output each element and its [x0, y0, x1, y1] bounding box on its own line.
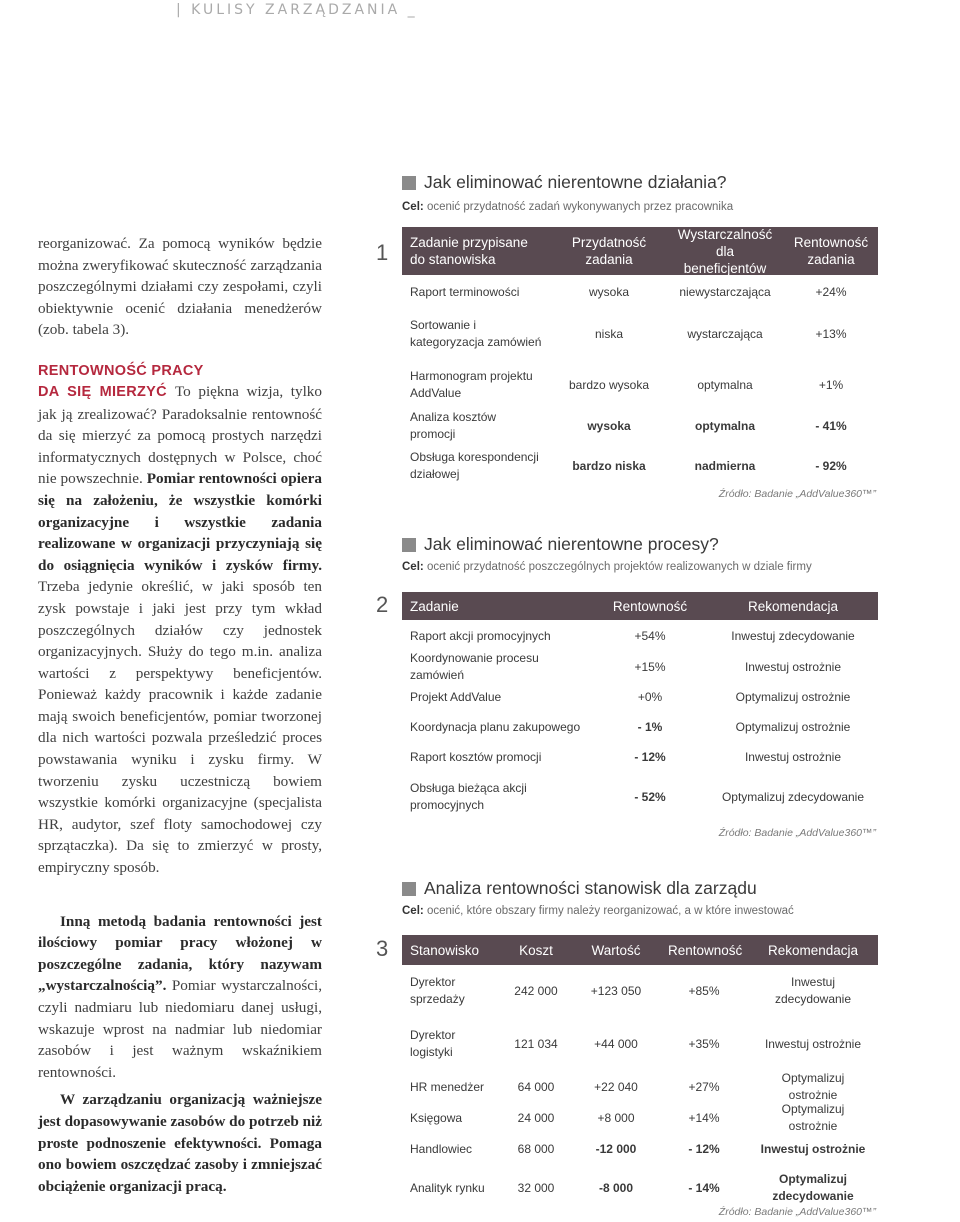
article-bold-statement: W zarządzaniu organizacją ważniejsze jest dopasowywanie zasobów do potrzeb niż proste podnoszenie efektywności. Pomaga ono bowiem oszczędzać zasoby i zmniejszać obciążenie organizacji pracą.: [38, 1091, 322, 1195]
table-cell: +22 040: [594, 1079, 638, 1094]
table-header-cell: Wystarczalność dla beneficjentów: [677, 226, 773, 276]
table-cell: Obsługa bieżąca akcji promocyjnych: [410, 781, 527, 812]
section-heading-line2: DA SIĘ MIERZYĆ: [38, 383, 167, 400]
table-cell: bardzo wysoka: [568, 377, 650, 392]
table-cell: Raport akcji promocyjnych: [410, 628, 551, 643]
square-bullet-icon: [402, 538, 416, 552]
table-cell: - 14%: [688, 1180, 720, 1195]
article-paragraph: To piękna wizja, tylko jak ją zrealizować? Paradoksalnie rentowność da się mierzyć za pomocą prostych narzędzi informatycznych dostępnych w Polsce, choć nie powszechnie.: [38, 382, 322, 488]
table-cell: wysoka: [587, 418, 631, 433]
table-cell: optymalna: [697, 377, 753, 392]
goal-label: Cel:: [402, 905, 424, 917]
table-cell: +0%: [637, 689, 663, 704]
square-bullet-icon: [402, 176, 416, 190]
table-cell: Dyrektor logistyki: [410, 1028, 456, 1059]
table-cell: Optymalizuj zdecydowanie: [721, 789, 865, 804]
table-row: [402, 441, 878, 491]
table-cell: 242 000: [514, 983, 558, 998]
table2-source: Źródło: Badanie „AddValue360™”: [718, 827, 876, 839]
table1-title-text: Jak eliminować nierentowne działania?: [424, 172, 727, 192]
table-cell: +85%: [688, 983, 720, 998]
table-cell: Inwestuj ostrożnie: [760, 1141, 866, 1156]
table-header-cell: Zadanie przypisane do stanowiska: [410, 235, 528, 267]
table-cell: Harmonogram projektu AddValue: [410, 369, 533, 400]
table-cell: Dyrektor sprzedaży: [410, 975, 465, 1006]
table-row: [402, 652, 878, 682]
table-row: [402, 712, 878, 742]
table-cell: +8 000: [597, 1110, 635, 1125]
table-cell: Analiza kosztów promocji: [410, 410, 497, 441]
table-header-cell: Wartość: [591, 942, 641, 958]
table-cell: +44 000: [594, 1036, 638, 1051]
table-cell: Obsługa korespondencji działowej: [410, 450, 539, 481]
table-cell: Optymalizuj ostrożnie: [781, 1102, 845, 1133]
article-paragraph: Trzeba jedynie określić, w jaki sposób ten zysk powstaje i jaki jest przy tym wkład poszczególnych działów czy jednostek organizacyjnych. Służy do tego m.in. analiza wartości z perspektywy beneficjentów. Ponieważ każdy pracownik i każde zadanie mają swoich beneficjentów, pomiar tworzonej dla nich wartości pozwala prześledzić proces powstawania wyniku i zysku firmy. W tworzeniu zysku uczestniczą bowiem wszystkie komórki organizacyjne (specjalista HR, audytor, szef floty samochodowej czy sprzątaczka). Da się to zmierzyć w prosty, empiryczny sposób.: [38, 578, 322, 877]
table-cell: - 1%: [637, 719, 663, 734]
table-row: [402, 1103, 878, 1133]
table-cell: nadmierna: [694, 458, 756, 473]
table-cell: Koordynowanie procesu zamówień: [410, 651, 539, 682]
table-cell: Inwestuj ostrożnie: [744, 749, 842, 764]
table-cell: 32 000: [517, 1180, 555, 1195]
table-cell: - 52%: [634, 789, 666, 804]
table-row: [402, 309, 878, 359]
table-cell: +15%: [634, 659, 666, 674]
goal-text: ocenić przydatność poszczególnych projektów realizowanych w dziale firmy: [426, 561, 812, 573]
table-cell: +24%: [815, 284, 847, 299]
goal-text: ocenić przydatność zadań wykonywanych przez pracownika: [426, 201, 734, 213]
table2: [402, 592, 878, 822]
table-cell: bardzo niska: [572, 458, 646, 473]
table-cell: Optymalizuj ostrożnie: [735, 689, 851, 704]
goal-label: Cel:: [402, 561, 424, 573]
table-cell: -8 000: [598, 1180, 634, 1195]
table-cell: -12 000: [595, 1141, 637, 1156]
table-cell: Inwestuj ostrożnie: [744, 659, 842, 674]
table-cell: Inwestuj zdecydowanie: [731, 628, 855, 643]
table-cell: 64 000: [517, 1079, 555, 1094]
table-header-cell: Rentowność zadania: [793, 235, 869, 267]
table-cell: +1%: [818, 377, 844, 392]
goal-label: Cel:: [402, 201, 424, 213]
table-cell: Raport kosztów promocji: [410, 749, 542, 764]
article-bold-statement: Inną metodą badania rentowności jest ilościowy pomiar pracy włożonej w poszczególne zadania, który nazywam „wystarczalnością”.: [38, 912, 322, 995]
table-header-row: [402, 592, 878, 620]
table-cell: - 12%: [634, 749, 666, 764]
table-cell: 121 034: [514, 1036, 558, 1051]
table-header-cell: Rentowność: [668, 942, 743, 958]
table3: [402, 935, 878, 1211]
table-row: [402, 965, 878, 1017]
article-bold-statement: Pomiar rentowności opiera się na założeniu, że wszystkie komórki organizacyjne i wszystkie zadania realizowane w organizacji przyczyniają się do osiągnięcia wyników i zysków firmy.: [38, 470, 322, 574]
table-row: [402, 772, 878, 822]
table-cell: +123 050: [590, 983, 642, 998]
table-cell: Optymalizuj ostrożnie: [781, 1071, 845, 1102]
table-cell: Optymalizuj ostrożnie: [735, 719, 851, 734]
header-section-title: | KULISY ZARZĄDZANIA _: [176, 2, 418, 18]
table-cell: - 12%: [688, 1141, 720, 1156]
table3-number: 3: [376, 936, 389, 961]
goal-text: ocenić, które obszary firmy należy reorganizować, a w które inwestować: [426, 905, 794, 917]
table2-title-text: Jak eliminować nierentowne procesy?: [424, 534, 719, 554]
table-cell: Inwestuj ostrożnie: [764, 1036, 862, 1051]
table1-title: [402, 172, 727, 193]
table-row: [402, 359, 878, 411]
table-header-cell: Stanowisko: [410, 942, 480, 958]
table3-title: [402, 878, 757, 899]
table-cell: niska: [594, 326, 623, 341]
table-header-cell: Rekomendacja: [747, 598, 839, 614]
table-cell: 24 000: [517, 1110, 555, 1125]
table-cell: Księgowa: [410, 1110, 463, 1125]
table3-title-text: Analiza rentowności stanowisk dla zarządu: [424, 878, 757, 898]
table-cell: Analityk rynku: [410, 1180, 485, 1195]
table-header-row: [402, 935, 878, 965]
section-heading-line1: RENTOWNOŚĆ PRACY: [38, 362, 204, 379]
table-cell: 68 000: [517, 1141, 555, 1156]
table3-goal: [402, 905, 794, 917]
table-cell: Handlowiec: [410, 1141, 473, 1156]
table-cell: +13%: [815, 326, 847, 341]
square-bullet-icon: [402, 882, 416, 896]
table-row: [402, 411, 878, 441]
table-cell: Sortowanie i kategoryzacja zamówień: [410, 318, 542, 349]
table-header-cell: Rentowność: [612, 598, 688, 614]
table3-source: Źródło: Badanie „AddValue360™”: [718, 1206, 876, 1218]
table2-number: 2: [376, 592, 389, 617]
table-header-cell: Rekomendacja: [767, 942, 859, 958]
table-header-row: [402, 227, 878, 275]
table-header-cell: Zadanie: [410, 598, 459, 614]
table-cell: - 41%: [815, 418, 847, 433]
table-header-cell: Przydatność zadania: [571, 235, 647, 267]
table-row: [402, 620, 878, 652]
table2-title: [402, 534, 719, 555]
table-cell: Koordynacja planu zakupowego: [410, 719, 581, 734]
table1-source: Źródło: Badanie „AddValue360™”: [718, 488, 876, 500]
table-cell: Projekt AddValue: [410, 689, 502, 704]
table-row: [402, 1165, 878, 1211]
table-row: [402, 742, 878, 772]
table-cell: +14%: [688, 1110, 720, 1125]
table1-number: 1: [376, 240, 389, 265]
table-cell: - 92%: [815, 458, 847, 473]
table-cell: +54%: [634, 628, 666, 643]
article-column: [38, 233, 322, 1197]
table-cell: wysoka: [588, 284, 629, 299]
table2-goal: [402, 561, 812, 573]
table1: [402, 227, 878, 491]
table1-goal: [402, 201, 733, 213]
table-cell: +27%: [688, 1079, 720, 1094]
table-cell: Raport terminowości: [410, 284, 520, 299]
table-cell: Optymalizuj zdecydowanie: [772, 1172, 854, 1203]
table-row: [402, 1133, 878, 1165]
table-cell: wystarczająca: [687, 326, 763, 341]
table-cell: optymalna: [694, 418, 755, 433]
table-cell: Inwestuj zdecydowanie: [774, 975, 852, 1006]
table-row: [402, 275, 878, 309]
table-row: [402, 1071, 878, 1103]
section-heading: [38, 361, 322, 381]
table-cell: niewystarczająca: [679, 284, 771, 299]
table-cell: +35%: [688, 1036, 720, 1051]
article-paragraph: reorganizować. Za pomocą wyników będzie można zweryfikować skuteczność zarządzania poszczególnymi działami czy zespołami, czyli obiektywnie ocenić działania menedżerów (zob. tabela 3).: [38, 235, 322, 339]
table-header-cell: Koszt: [519, 942, 553, 958]
article-paragraph: Pomiar wystarczalności, czyli nadmiaru lub niedomiaru danej usługi, wskazuje wprost na nadmiar lub niedomiar zasobów i jest ważnym wskaźnikiem rentowności.: [38, 977, 322, 1081]
table-row: [402, 682, 878, 712]
table-cell: HR menedżer: [410, 1079, 485, 1094]
table-row: [402, 1017, 878, 1071]
